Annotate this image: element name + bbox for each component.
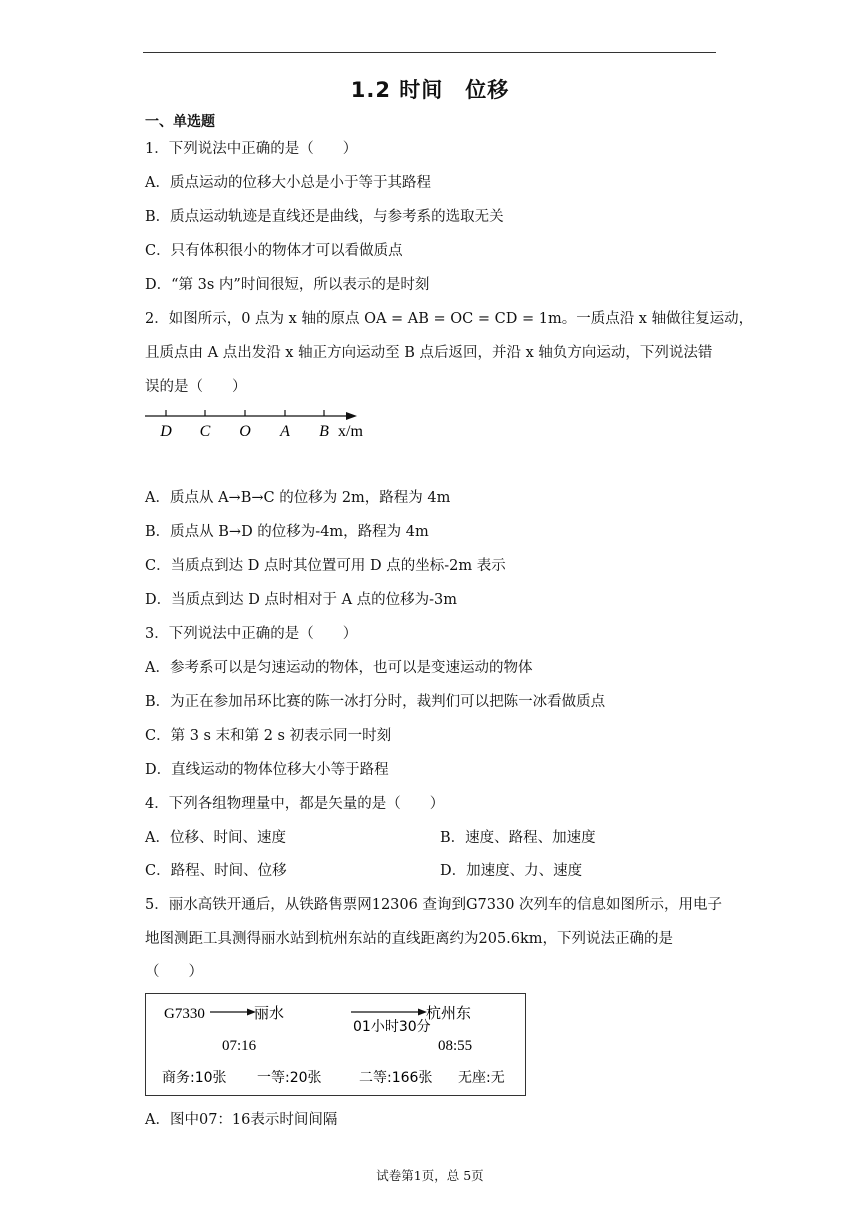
axis-label-b: B [319,423,329,440]
q1-option-c: C．只有体积很小的物体才可以看做质点 [145,243,403,259]
seat-second: 二等:166张 [359,1070,433,1086]
axis-label-a: A [280,423,290,440]
section-heading: 一、单选题 [145,114,215,130]
q4-option-d: D．加速度、力、速度 [440,863,583,879]
page-footer: 试卷第1页，总 5页 [376,1168,484,1183]
q2-option-b: B．质点从 B→D 的位移为-4m，路程为 4m [145,524,429,540]
axis-label-o: O [239,423,251,440]
from-station: 丽水 [254,1004,285,1022]
duration: 01小时30分 [353,1019,431,1035]
axis-label-c: C [199,423,211,440]
header-rule [143,52,716,53]
page-title: 1.2 时间 位移 [350,78,510,102]
q2-option-a: A．质点从 A→B→C 的位移为 2m，路程为 4m [145,490,451,506]
q3-option-c: C．第 3 s 末和第 2 s 初表示同一时刻 [145,728,392,744]
q4-option-c: C．路程、时间、位移 [145,863,287,879]
train-number: G7330 [164,1006,205,1022]
q2-option-c: C．当质点到达 D 点时其位置可用 D 点的坐标-2m 表示 [145,558,506,574]
depart-time: 07:16 [222,1038,257,1054]
seat-first: 一等:20张 [257,1070,322,1086]
axis-unit-label: x/m [338,423,363,440]
q2-stem-line2: 且质点由 A 点出发沿 x 轴正方向运动至 B 点后返回，并沿 x 轴负方向运动，下列说法错 [145,345,713,361]
q5-stem-line1: 5．丽水高铁开通后，从铁路售票网12306 查询到G7330 次列车的信息如图所示，用电子 [145,897,723,913]
q2-stem-line3: 误的是（ ） [145,379,247,395]
q3-option-a: A．参考系可以是匀速运动的物体，也可以是变速运动的物体 [145,660,533,676]
q2-stem-line1: 2．如图所示，0 点为 x 轴的原点 OA = AB = OC = CD = 1m。一质点沿 x 轴做往复运动， [145,311,754,327]
q4-stem: 4．下列各组物理量中，都是矢量的是（ ） [145,796,445,812]
q2-option-d: D．当质点到达 D 点时相对于 A 点的位移为-3m [145,592,458,608]
q5-option-a: A．图中07：16表示时间间隔 [145,1112,338,1128]
to-station: 杭州东 [426,1004,472,1022]
x-axis-figure [145,408,370,444]
arrive-time: 08:55 [438,1038,473,1054]
axis-label-d: D [160,423,172,440]
q5-stem-line3: （ ） [145,964,203,980]
q1-stem: 1．下列说法中正确的是（ ） [145,141,358,157]
axis-arrow [346,412,357,420]
train-ticket-figure [145,993,526,1096]
q3-option-b: B．为正在参加吊环比赛的陈一冰打分时，裁判们可以把陈一冰看做质点 [145,694,606,710]
seat-business: 商务:10张 [162,1070,227,1086]
q1-option-b: B．质点运动轨迹是直线还是曲线，与参考系的选取无关 [145,209,504,225]
seat-standing: 无座:无 [458,1070,505,1086]
q3-stem: 3．下列说法中正确的是（ ） [145,626,358,642]
q1-option-d: D．“第 3s 内”时间很短，所以表示的是时刻 [145,277,430,293]
q1-option-a: A．质点运动的位移大小总是小于等于其路程 [145,175,431,191]
q5-stem-line2: 地图测距工具测得丽水站到杭州东站的直线距离约为205.6km，下列说法正确的是 [145,931,674,947]
q4-option-a: A．位移、时间、速度 [145,830,286,846]
q4-option-b: B．速度、路程、加速度 [440,830,596,846]
q3-option-d: D．直线运动的物体位移大小等于路程 [145,762,389,778]
